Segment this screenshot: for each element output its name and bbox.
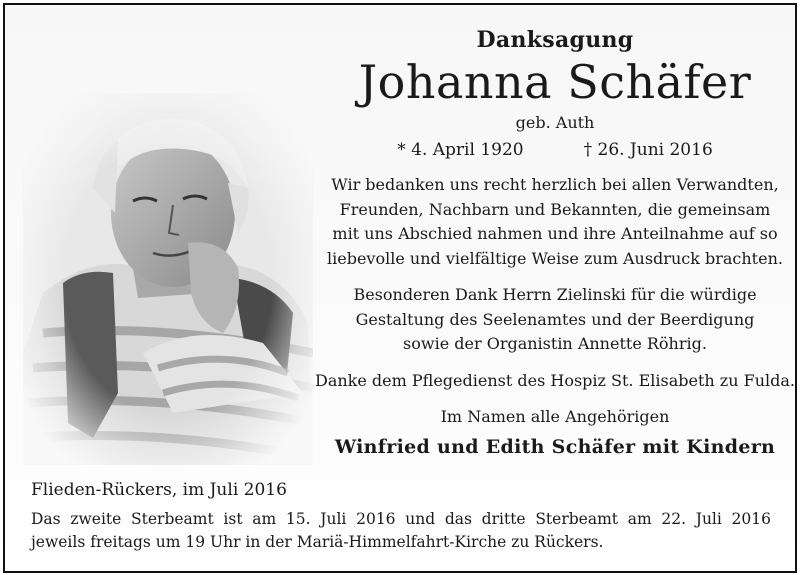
notice-heading: Danksagung: [476, 27, 634, 53]
deceased-name: Johanna Schäfer: [358, 55, 752, 109]
text-line: sowie der Organistin Annette Röhrig.: [403, 334, 707, 353]
notice-text-column: [313, 5, 797, 458]
footer-line: jeweils freitags um 19 Uhr in der Mariä-Himmelfahrt-Kirche zu Rückers.: [31, 533, 604, 551]
text-line: Besonderen Dank Herrn Zielinski für die würdige: [353, 285, 757, 304]
obituary-notice: [3, 3, 797, 573]
hospice-thanks: Danke dem Pflegedienst des Hospiz St. Elisabeth zu Fulda.: [314, 370, 795, 390]
on-behalf-line: Im Namen alle Angehörigen: [440, 407, 670, 426]
text-line: Gestaltung des Seelenamtes und der Beerdigung: [355, 309, 755, 329]
death-date: † 26. Juni 2016: [583, 140, 713, 160]
family-signature: Winfried und Edith Schäfer mit Kindern: [334, 435, 776, 458]
portrait-photo: [23, 93, 313, 465]
thanks-paragraph: [313, 173, 797, 271]
footer-line: Das zweite Sterbeamt ist am 15. Juli 2016 und das dritte Sterbeamt am 22. Juli 2016: [31, 510, 771, 528]
birth-date: * 4. April 1920: [397, 140, 524, 160]
maiden-name: geb. Auth: [515, 113, 595, 132]
text-line: liebevolle und vielfältige Weise zum Ausdruck brachten.: [327, 248, 783, 268]
text-line: Wir bedanken uns recht herzlich bei allen Verwandten,: [331, 175, 779, 194]
memorial-mass-info: [31, 508, 771, 554]
special-thanks-paragraph: [313, 283, 797, 357]
text-line: mit uns Abschied nahmen und ihre Anteilnahme auf so: [332, 224, 778, 243]
text-line: Freunden, Nachbarn und Bekannten, die gemeinsam: [339, 199, 771, 219]
place-date: Flieden-Rückers, im Juli 2016: [31, 480, 287, 500]
life-dates: [313, 140, 797, 160]
